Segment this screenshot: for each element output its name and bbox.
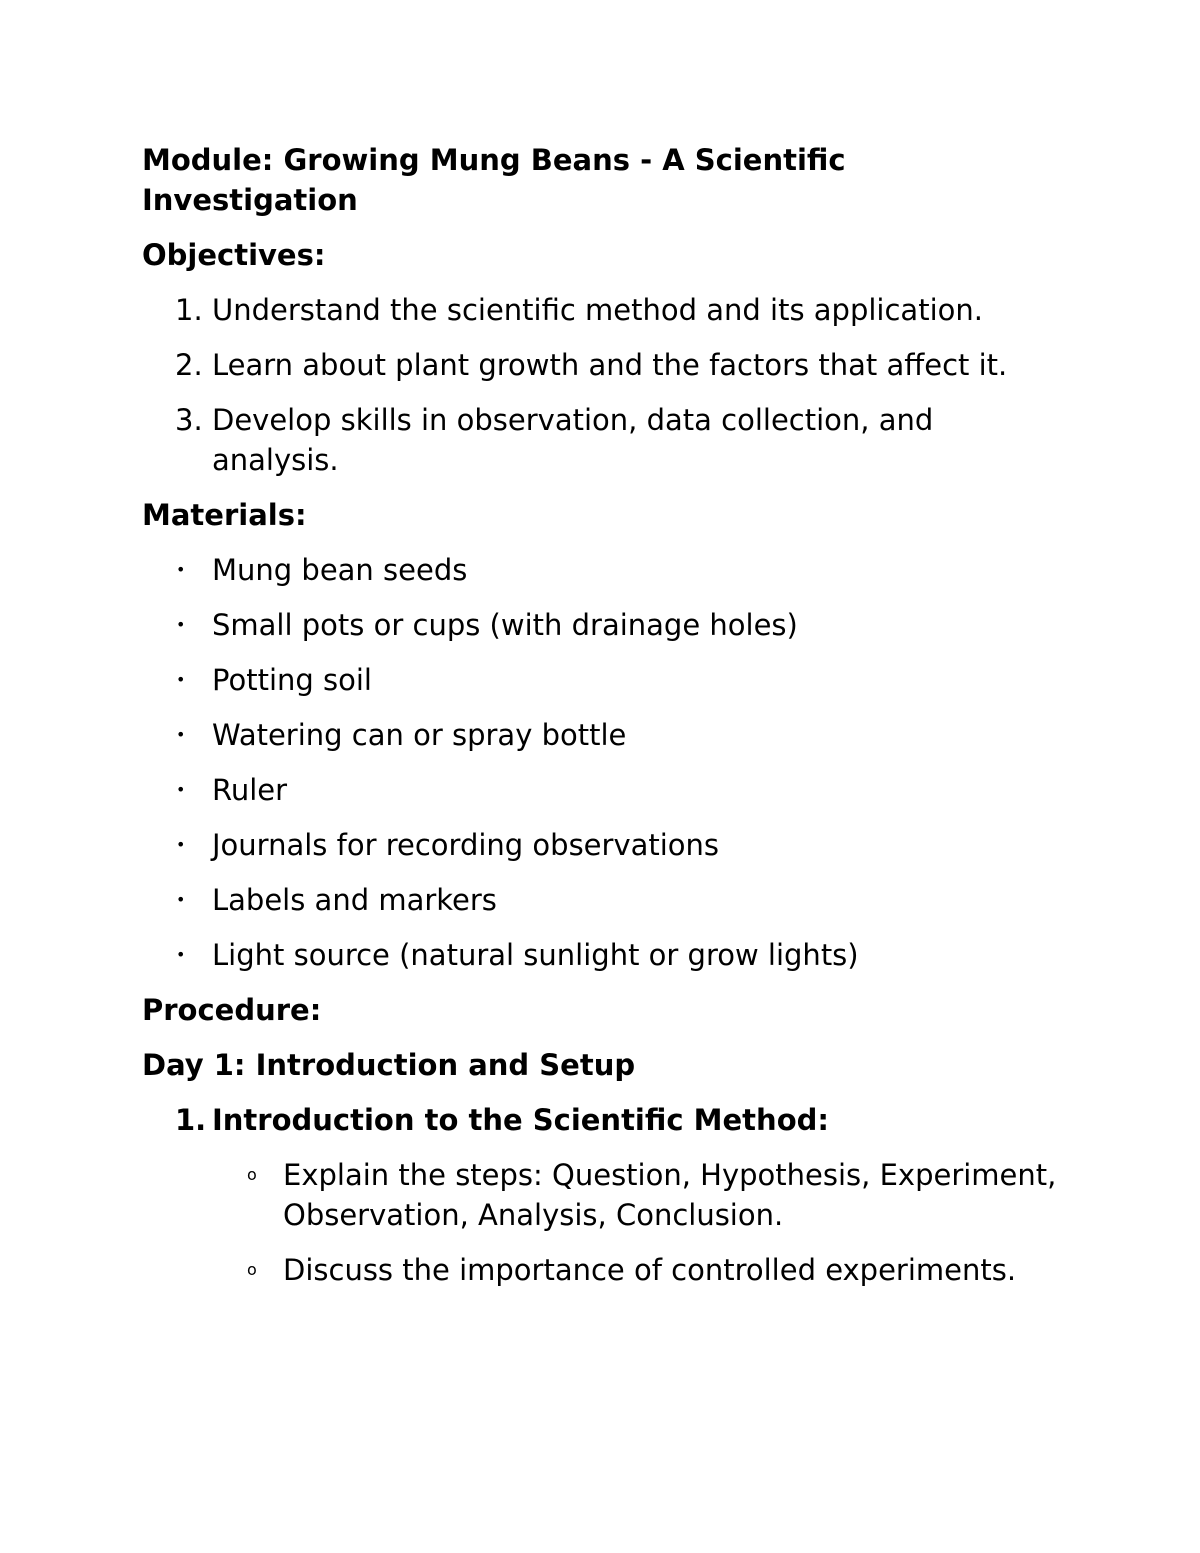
- list-item-text: Small pots or cups (with drainage holes): [212, 608, 798, 642]
- step-title: Introduction to the Scientific Method:: [212, 1103, 829, 1137]
- materials-heading: Materials:: [142, 498, 307, 532]
- list-item: [142, 290, 1062, 330]
- list-item-text: Potting soil: [212, 663, 372, 697]
- list-item-text: Mung bean seeds: [212, 553, 468, 587]
- list-item: [142, 1155, 1062, 1235]
- objectives-heading: Objectives:: [142, 238, 326, 272]
- circle-bullet-icon: o: [247, 1165, 257, 1184]
- list-number: 1.: [175, 1103, 207, 1137]
- list-item: [142, 715, 1062, 755]
- list-item: [142, 1100, 1062, 1140]
- list-item-text: Develop skills in observation, data collection, and analysis.: [212, 403, 934, 477]
- list-item-text: Explain the steps: Question, Hypothesis, Experiment, Observation, Analysis, Conclusion.: [283, 1158, 1057, 1232]
- bullet-icon: •: [176, 670, 186, 689]
- list-item-text: Journals for recording observations: [212, 828, 720, 862]
- list-item: [142, 400, 1062, 480]
- list-item-text: Discuss the importance of controlled experiments.: [283, 1253, 1017, 1287]
- bullet-icon: •: [176, 780, 186, 799]
- objectives-list: [142, 290, 1062, 480]
- list-item-text: Light source (natural sunlight or grow lights): [212, 938, 859, 972]
- list-item-text: Watering can or spray bottle: [212, 718, 627, 752]
- bullet-icon: •: [176, 945, 186, 964]
- bullet-icon: •: [176, 615, 186, 634]
- circle-bullet-icon: o: [247, 1260, 257, 1279]
- day1-heading: Day 1: Introduction and Setup: [142, 1048, 636, 1082]
- list-item: [142, 660, 1062, 700]
- list-item: [142, 770, 1062, 810]
- list-item: [142, 550, 1062, 590]
- list-item: [142, 1250, 1062, 1290]
- document-page: [142, 140, 1062, 1305]
- list-number: 3.: [175, 403, 203, 437]
- bullet-icon: •: [176, 725, 186, 744]
- bullet-icon: •: [176, 560, 186, 579]
- materials-list: [142, 550, 1062, 975]
- bullet-icon: •: [176, 835, 186, 854]
- list-item-text: Labels and markers: [212, 883, 497, 917]
- list-item: [142, 880, 1062, 920]
- list-item: [142, 935, 1062, 975]
- list-item-text: Understand the scientific method and its application.: [212, 293, 983, 327]
- procedure-steps: [142, 1100, 1062, 1140]
- list-number: 1.: [175, 293, 203, 327]
- list-number: 2.: [175, 348, 203, 382]
- procedure-substeps: [142, 1155, 1062, 1290]
- document-title: Module: Growing Mung Beans - A Scientific Investigation: [142, 143, 846, 217]
- list-item: [142, 605, 1062, 645]
- list-item-text: Ruler: [212, 773, 288, 807]
- list-item: [142, 345, 1062, 385]
- bullet-icon: •: [176, 890, 186, 909]
- procedure-heading: Procedure:: [142, 993, 322, 1027]
- list-item: [142, 825, 1062, 865]
- list-item-text: Learn about plant growth and the factors that affect it.: [212, 348, 1008, 382]
